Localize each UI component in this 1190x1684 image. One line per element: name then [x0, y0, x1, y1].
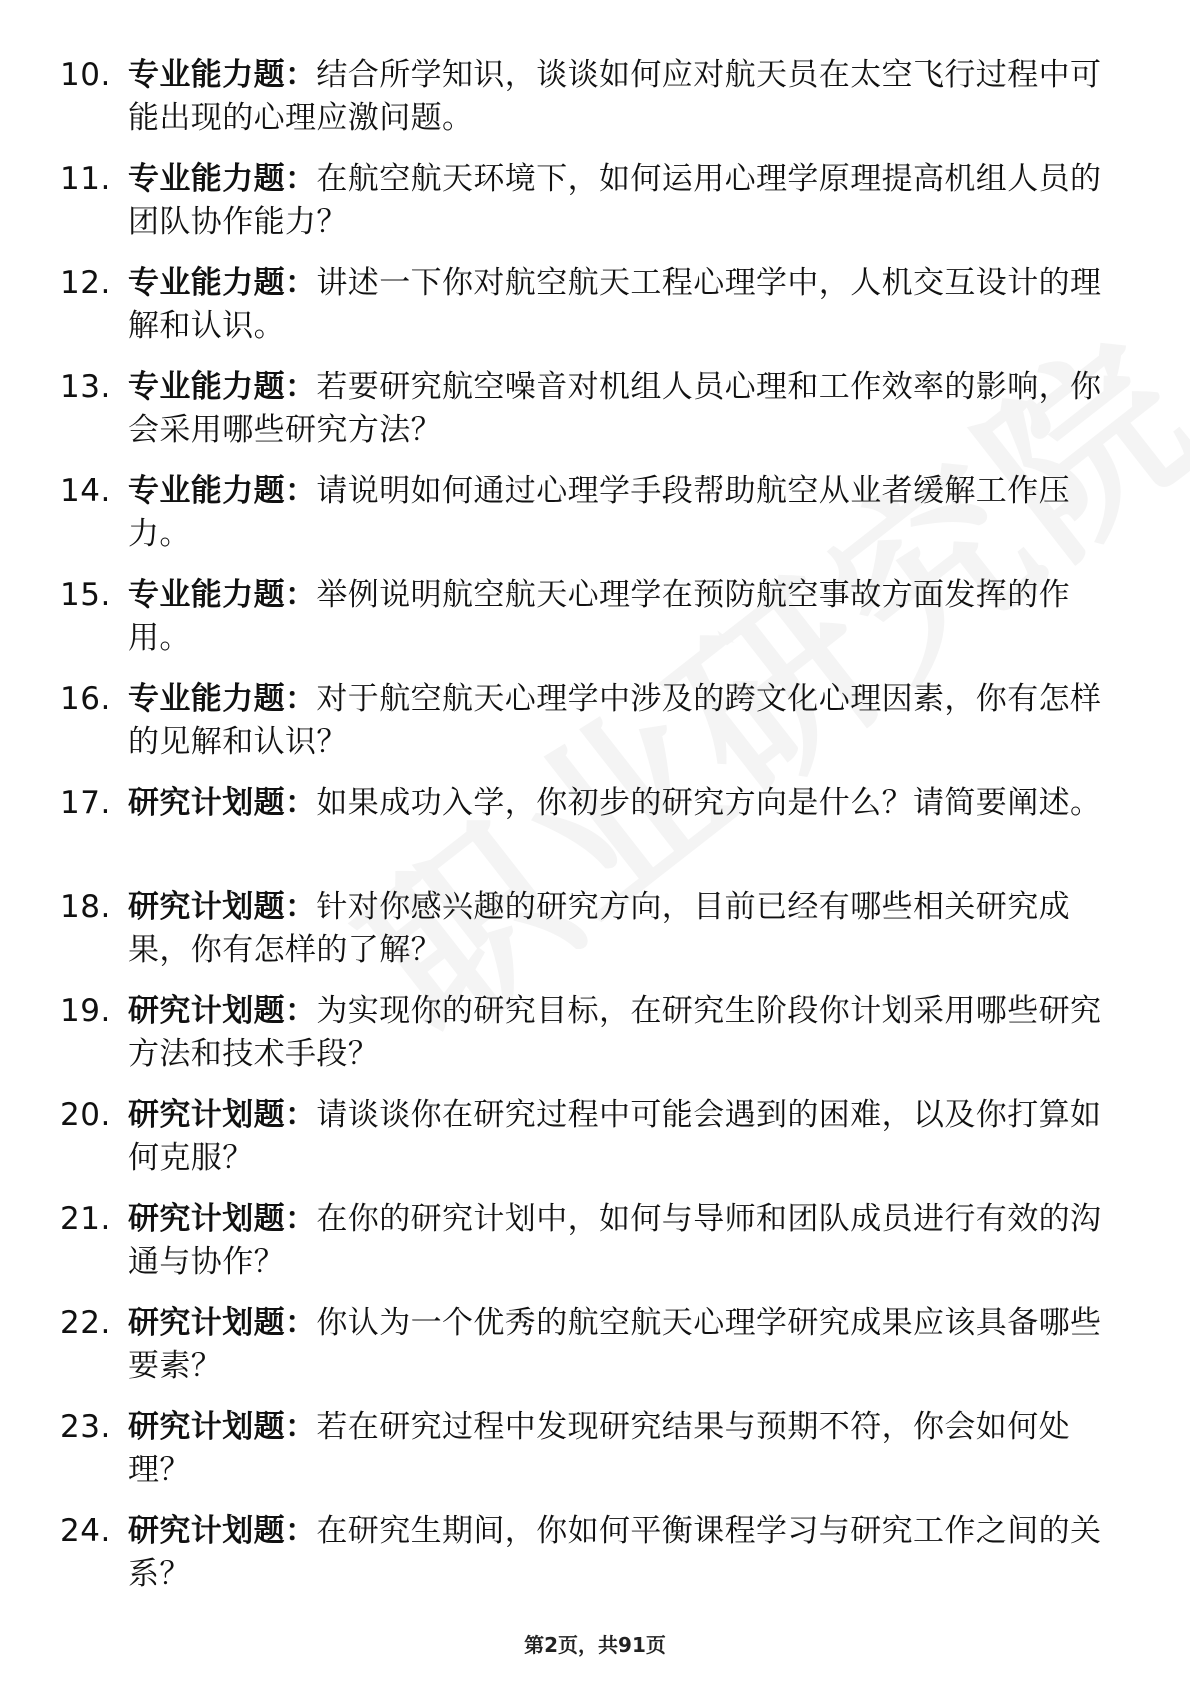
question-number: 16.: [60, 681, 111, 717]
question-text: 请说明如何通过心理学手段帮助航空从业者缓解工作压力。: [128, 473, 1071, 552]
question-category: 专业能力题：: [128, 577, 317, 613]
question-category: 研究计划题：: [128, 1513, 317, 1549]
question-text: 举例说明航空航天心理学在预防航空事故方面发挥的作用。: [128, 577, 1071, 656]
question-number: 12.: [60, 265, 111, 301]
question-text: 在研究生期间，你如何平衡课程学习与研究工作之间的关系？: [128, 1513, 1102, 1592]
question-body: [128, 1094, 1112, 1180]
question-number: 24.: [60, 1513, 111, 1549]
page-number-footer: 第2页，共91页: [524, 1633, 666, 1657]
question-text: 若在研究过程中发现研究结果与预期不符，你会如何处理？: [128, 1409, 1071, 1488]
question-body: [128, 886, 1112, 972]
question-body: [128, 1302, 1112, 1388]
question-category: 研究计划题：: [128, 1201, 317, 1237]
question-category: 专业能力题：: [128, 681, 317, 717]
question-body: [128, 1198, 1112, 1284]
question-number: 20.: [60, 1097, 111, 1133]
question-item: [0, 366, 1190, 470]
question-body: [128, 782, 1112, 825]
question-text: 结合所学知识，谈谈如何应对航天员在太空飞行过程中可能出现的心理应激问题。: [128, 57, 1102, 136]
question-body: [128, 678, 1112, 764]
question-category: 专业能力题：: [128, 369, 317, 405]
question-item: [0, 782, 1190, 886]
question-category: 研究计划题：: [128, 889, 317, 925]
question-category: 专业能力题：: [128, 265, 317, 301]
question-item: [0, 262, 1190, 366]
question-category: 专业能力题：: [128, 161, 317, 197]
question-item: [0, 886, 1190, 990]
question-number: 19.: [60, 993, 111, 1029]
question-item: [0, 1094, 1190, 1198]
question-item: [0, 470, 1190, 574]
question-item: [0, 1302, 1190, 1406]
question-body: [128, 54, 1112, 140]
question-body: [128, 470, 1112, 556]
question-list: [0, 54, 1190, 1614]
question-category: 专业能力题：: [128, 473, 317, 509]
question-item: [0, 574, 1190, 678]
question-item: [0, 678, 1190, 782]
question-body: [128, 574, 1112, 660]
question-number: 17.: [60, 785, 111, 821]
question-item: [0, 54, 1190, 158]
question-text: 你认为一个优秀的航空航天心理学研究成果应该具备哪些要素？: [128, 1305, 1102, 1384]
question-number: 10.: [60, 57, 111, 93]
question-text: 如果成功入学，你初步的研究方向是什么？请简要阐述。: [316, 785, 1102, 821]
question-body: [128, 990, 1112, 1076]
question-number: 15.: [60, 577, 111, 613]
question-number: 13.: [60, 369, 111, 405]
question-number: 22.: [60, 1305, 111, 1341]
question-number: 14.: [60, 473, 111, 509]
question-number: 11.: [60, 161, 111, 197]
question-item: [0, 1510, 1190, 1614]
question-text: 为实现你的研究目标，在研究生阶段你计划采用哪些研究方法和技术手段？: [128, 993, 1102, 1072]
question-item: [0, 1198, 1190, 1302]
question-number: 23.: [60, 1409, 111, 1445]
question-text: 在航空航天环境下，如何运用心理学原理提高机组人员的团队协作能力？: [128, 161, 1102, 240]
question-category: 研究计划题：: [128, 993, 317, 1029]
question-text: 在你的研究计划中，如何与导师和团队成员进行有效的沟通与协作？: [128, 1201, 1102, 1280]
question-text: 讲述一下你对航空航天工程心理学中，人机交互设计的理解和认识。: [128, 265, 1102, 344]
question-category: 研究计划题：: [128, 1305, 317, 1341]
question-category: 研究计划题：: [128, 1409, 317, 1445]
question-item: [0, 1406, 1190, 1510]
question-body: [128, 1510, 1112, 1596]
question-number: 21.: [60, 1201, 111, 1237]
question-text: 对于航空航天心理学中涉及的跨文化心理因素，你有怎样的见解和认识？: [128, 681, 1102, 760]
question-body: [128, 262, 1112, 348]
question-category: 研究计划题：: [128, 785, 317, 821]
question-category: 专业能力题：: [128, 57, 317, 93]
question-number: 18.: [60, 889, 111, 925]
question-item: [0, 158, 1190, 262]
question-text: 若要研究航空噪音对机组人员心理和工作效率的影响，你会采用哪些研究方法？: [128, 369, 1102, 448]
question-category: 研究计划题：: [128, 1097, 317, 1133]
question-body: [128, 158, 1112, 244]
question-body: [128, 1406, 1112, 1492]
question-text: 请谈谈你在研究过程中可能会遇到的困难，以及你打算如何克服？: [128, 1097, 1102, 1176]
question-text: 针对你感兴趣的研究方向，目前已经有哪些相关研究成果，你有怎样的了解？: [128, 889, 1071, 968]
question-item: [0, 990, 1190, 1094]
question-body: [128, 366, 1112, 452]
